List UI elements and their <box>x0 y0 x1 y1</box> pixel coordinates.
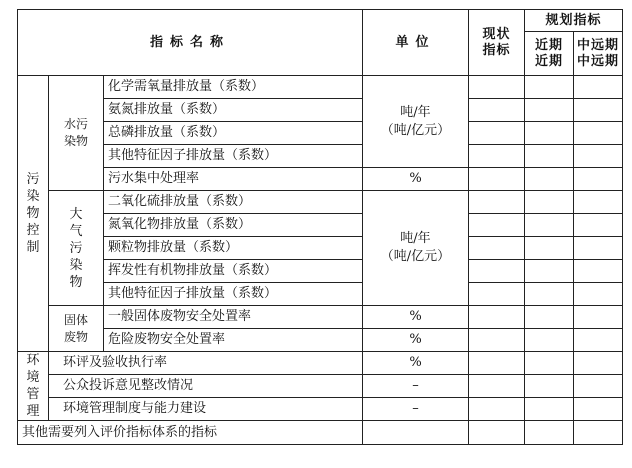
row-label: 化学需氧量排放量（系数） <box>104 76 363 99</box>
category-env-management: 环 境 管 理 <box>18 352 49 421</box>
unit-cell: – <box>363 398 469 421</box>
header-near-term: 近期 近期 <box>525 32 574 76</box>
value-cell[interactable] <box>525 421 574 445</box>
value-cell[interactable] <box>525 122 574 145</box>
value-cell[interactable] <box>469 99 525 122</box>
value-cell[interactable] <box>525 168 574 191</box>
header-planned: 规划指标 <box>525 10 623 32</box>
value-cell[interactable] <box>525 329 574 352</box>
indicator-table <box>17 9 623 445</box>
value-cell[interactable] <box>469 260 525 283</box>
unit-cell: – <box>363 375 469 398</box>
value-cell[interactable] <box>574 122 623 145</box>
row-label: 挥发性有机物排放量（系数） <box>104 260 363 283</box>
value-cell[interactable] <box>469 214 525 237</box>
row-label: 二氧化硫排放量（系数） <box>104 191 363 214</box>
unit-cell: % <box>363 352 469 375</box>
category-pollution-control: 污 染 物 控 制 <box>18 76 49 352</box>
row-label: 环评及验收执行率 <box>49 352 363 375</box>
unit-cell: % <box>363 329 469 352</box>
row-label: 一般固体废物安全处置率 <box>104 306 363 329</box>
value-cell[interactable] <box>574 191 623 214</box>
value-cell[interactable] <box>525 214 574 237</box>
value-cell[interactable] <box>574 145 623 168</box>
value-cell[interactable] <box>525 283 574 306</box>
value-cell[interactable] <box>574 283 623 306</box>
value-cell[interactable] <box>574 237 623 260</box>
value-cell[interactable] <box>574 398 623 421</box>
value-cell[interactable] <box>469 329 525 352</box>
value-cell[interactable] <box>574 352 623 375</box>
value-cell[interactable] <box>525 99 574 122</box>
value-cell[interactable] <box>525 191 574 214</box>
row-label: 其他特征因子排放量（系数） <box>104 283 363 306</box>
row-label: 氮氧化物排放量（系数） <box>104 214 363 237</box>
unit-cell: 吨/年 （吨/亿元） <box>363 191 469 306</box>
value-cell[interactable] <box>469 168 525 191</box>
unit-cell: % <box>363 168 469 191</box>
value-cell[interactable] <box>469 283 525 306</box>
unit-cell <box>363 421 469 445</box>
value-cell[interactable] <box>525 260 574 283</box>
unit-cell: % <box>363 306 469 329</box>
value-cell[interactable] <box>525 237 574 260</box>
value-cell[interactable] <box>469 191 525 214</box>
value-cell[interactable] <box>574 168 623 191</box>
value-cell[interactable] <box>469 398 525 421</box>
header-current: 现状 指标 <box>469 10 525 76</box>
row-label: 氨氮排放量（系数） <box>104 99 363 122</box>
header-indicator-name: 指标名称 <box>18 10 363 76</box>
value-cell[interactable] <box>574 329 623 352</box>
value-cell[interactable] <box>469 352 525 375</box>
value-cell[interactable] <box>574 214 623 237</box>
value-cell[interactable] <box>574 76 623 99</box>
value-cell[interactable] <box>469 375 525 398</box>
subcategory-solid: 固体 废物 <box>49 306 104 352</box>
value-cell[interactable] <box>574 99 623 122</box>
value-cell[interactable] <box>469 76 525 99</box>
subcategory-air: 大 气 污 染 物 <box>49 191 104 306</box>
value-cell[interactable] <box>525 306 574 329</box>
row-label: 危险废物安全处置率 <box>104 329 363 352</box>
value-cell[interactable] <box>469 421 525 445</box>
row-label: 其他特征因子排放量（系数） <box>104 145 363 168</box>
value-cell[interactable] <box>574 421 623 445</box>
row-label: 环境管理制度与能力建设 <box>49 398 363 421</box>
value-cell[interactable] <box>525 352 574 375</box>
value-cell[interactable] <box>469 122 525 145</box>
value-cell[interactable] <box>525 145 574 168</box>
value-cell[interactable] <box>574 306 623 329</box>
row-label: 污水集中处理率 <box>104 168 363 191</box>
value-cell[interactable] <box>525 398 574 421</box>
value-cell[interactable] <box>525 76 574 99</box>
value-cell[interactable] <box>469 145 525 168</box>
value-cell[interactable] <box>574 375 623 398</box>
row-label-other: 其他需要列入评价指标体系的指标 <box>18 421 363 445</box>
row-label: 颗粒物排放量（系数） <box>104 237 363 260</box>
row-label: 公众投诉意见整改情况 <box>49 375 363 398</box>
value-cell[interactable] <box>574 260 623 283</box>
row-label: 总磷排放量（系数） <box>104 122 363 145</box>
unit-cell: 吨/年 （吨/亿元） <box>363 76 469 168</box>
header-mid-long-term: 中远期 中远期 <box>574 32 623 76</box>
value-cell[interactable] <box>469 306 525 329</box>
value-cell[interactable] <box>525 375 574 398</box>
value-cell[interactable] <box>469 237 525 260</box>
subcategory-water: 水污 染物 <box>49 76 104 191</box>
header-unit: 单位 <box>363 10 469 76</box>
